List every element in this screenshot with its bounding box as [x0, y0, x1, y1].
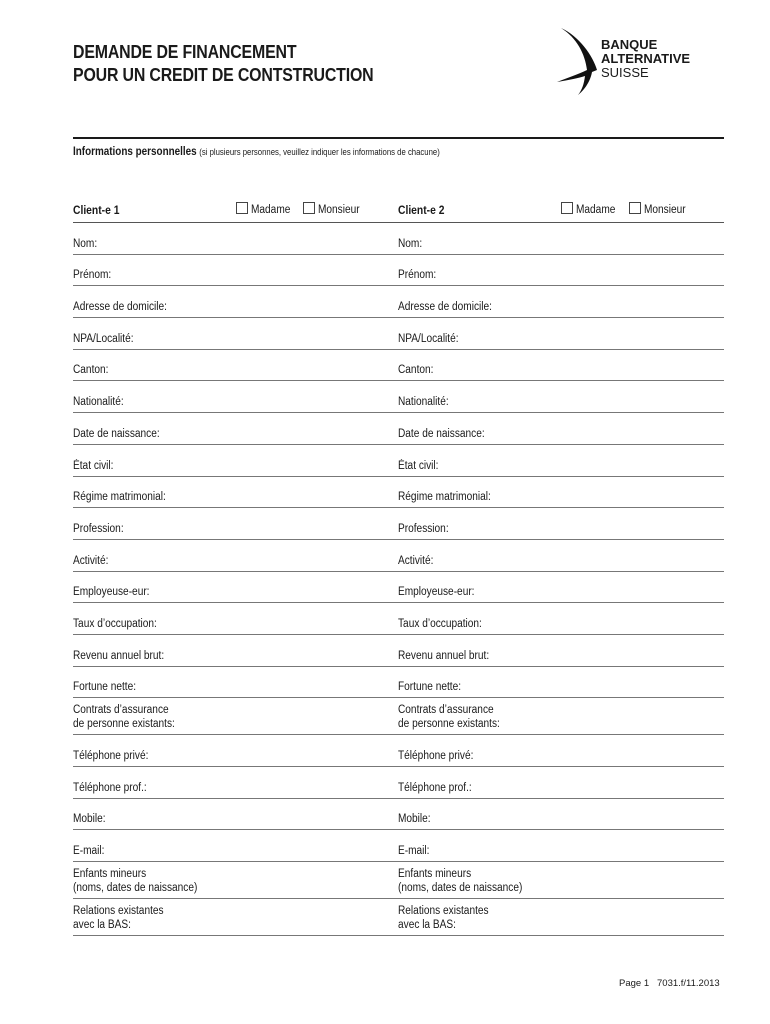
client-2-field-row[interactable] [398, 223, 724, 255]
logo-line-2: ALTERNATIVE [601, 51, 691, 66]
client-1-field-row[interactable] [73, 413, 399, 445]
client-2-field-row[interactable] [398, 381, 724, 413]
field-label: Canton: [73, 364, 109, 377]
client-2-field-row[interactable] [398, 318, 724, 350]
bank-logo [557, 26, 707, 96]
field-label: Date de naissance: [398, 427, 485, 440]
field-label: Activité: [73, 554, 109, 567]
bird-icon [557, 26, 601, 96]
field-label: Nationalité: [73, 396, 124, 409]
client-1-header [73, 196, 399, 223]
field-label: Date de naissance: [73, 427, 160, 440]
client-2-header [398, 196, 724, 223]
client-1-field-row[interactable] [73, 445, 399, 477]
client-2-field-row[interactable] [398, 830, 724, 862]
client-1-field-row[interactable] [73, 477, 399, 509]
client-1-field-row[interactable] [73, 350, 399, 382]
client-1-field-row[interactable] [73, 572, 399, 604]
field-label: Employeuse-eur: [398, 586, 475, 599]
field-label: Adresse de domicile: [73, 301, 167, 314]
client-2-field-row[interactable] [398, 286, 724, 318]
field-label: Contrats d’assurance de personne existants: [73, 704, 175, 731]
field-label: Canton: [398, 364, 434, 377]
client-1-field-row[interactable] [73, 318, 399, 350]
field-label: État civil: [73, 459, 114, 472]
field-label: Adresse de domicile: [398, 301, 492, 314]
client-1-madame-label: Madame [251, 204, 291, 216]
field-label: Relations existantes avec la BAS: [73, 905, 164, 932]
client-1-madame-option[interactable] [236, 202, 296, 216]
field-label: Enfants mineurs (noms, dates de naissance) [73, 868, 198, 895]
client-1-field-row[interactable] [73, 286, 399, 318]
client-2-field-row[interactable] [398, 445, 724, 477]
client-2-column [398, 196, 724, 936]
field-label: Mobile: [73, 813, 106, 826]
client-2-field-row[interactable] [398, 735, 724, 767]
client-1-field-row[interactable] [73, 508, 399, 540]
client-2-field-row[interactable] [398, 635, 724, 667]
field-label: Employeuse-eur: [73, 586, 150, 599]
client-1-field-row[interactable] [73, 381, 399, 413]
document-title [73, 40, 374, 86]
client-2-field-row[interactable] [398, 413, 724, 445]
field-label: Mobile: [398, 813, 431, 826]
client-1-field-row[interactable] [73, 767, 399, 799]
client-1-field-row[interactable] [73, 635, 399, 667]
client-1-madame-checkbox[interactable] [236, 202, 248, 214]
section-title: Informations personnelles [73, 146, 197, 158]
field-label: Enfants mineurs (noms, dates de naissance) [398, 868, 523, 895]
client-2-field-row[interactable] [398, 767, 724, 799]
field-label: Fortune nette: [73, 681, 137, 694]
client-2-field-row[interactable] [398, 799, 724, 831]
form-code: 7031.f/11.2013 [657, 978, 720, 989]
client-1-field-row[interactable] [73, 255, 399, 287]
field-label: Prénom: [73, 269, 112, 282]
client-2-field-row[interactable] [398, 477, 724, 509]
page-number: Page 1 [619, 978, 650, 989]
logo-line-1: BANQUE [601, 37, 658, 52]
field-label: État civil: [398, 459, 439, 472]
client-1-field-row[interactable] [73, 899, 399, 936]
client-1-monsieur-checkbox[interactable] [303, 202, 315, 214]
field-label: E-mail: [73, 845, 105, 858]
field-label: Régime matrimonial: [398, 491, 491, 504]
client-1-field-row[interactable] [73, 862, 399, 899]
field-label: Revenu annuel brut: [398, 649, 490, 662]
client-2-madame-option[interactable] [561, 202, 621, 216]
client-1-field-row[interactable] [73, 223, 399, 255]
field-label: Régime matrimonial: [73, 491, 166, 504]
client-2-monsieur-label: Monsieur [644, 204, 686, 216]
client-1-field-row[interactable] [73, 698, 399, 735]
client-1-column [73, 196, 399, 936]
section-note: (si plusieurs personnes, veuillez indiquer les informations de chacune) [199, 147, 440, 157]
client-1-title: Client-e 1 [73, 203, 120, 217]
client-1-field-row[interactable] [73, 735, 399, 767]
section-heading [73, 146, 440, 158]
client-2-field-row[interactable] [398, 667, 724, 699]
client-1-field-row[interactable] [73, 830, 399, 862]
client-2-field-row[interactable] [398, 698, 724, 735]
client-1-field-row[interactable] [73, 799, 399, 831]
field-label: Téléphone privé: [73, 750, 149, 762]
field-label: Téléphone prof.: [398, 781, 472, 794]
field-label: Taux d’occupation: [73, 617, 157, 630]
field-label: Nom: [398, 237, 423, 250]
client-1-field-row[interactable] [73, 667, 399, 699]
client-2-title: Client-e 2 [398, 203, 445, 217]
field-label: NPA/Localité: [73, 332, 134, 345]
field-label: Profession: [73, 522, 124, 535]
field-label: NPA/Localité: [398, 332, 459, 345]
client-2-monsieur-option[interactable] [629, 202, 691, 216]
client-1-field-row[interactable] [73, 603, 399, 635]
field-label: Téléphone privé: [398, 750, 474, 762]
client-1-monsieur-label: Monsieur [318, 204, 360, 216]
field-label: Profession: [398, 522, 449, 535]
client-2-field-row[interactable] [398, 540, 724, 572]
logo-wordmark [601, 38, 690, 80]
client-2-field-row[interactable] [398, 508, 724, 540]
section-divider [73, 137, 724, 139]
field-label: Nom: [73, 237, 98, 250]
client-1-field-row[interactable] [73, 540, 399, 572]
field-label: Activité: [398, 554, 434, 567]
client-2-field-row[interactable] [398, 572, 724, 604]
logo-line-3: SUISSE [601, 65, 649, 80]
client-2-madame-label: Madame [576, 204, 616, 216]
field-label: Téléphone prof.: [73, 781, 147, 794]
field-label: E-mail: [398, 845, 430, 858]
field-label: Taux d’occupation: [398, 617, 482, 630]
client-2-monsieur-checkbox[interactable] [629, 202, 641, 214]
client-2-field-row[interactable] [398, 350, 724, 382]
client-2-madame-checkbox[interactable] [561, 202, 573, 214]
field-label: Prénom: [398, 269, 437, 282]
client-1-monsieur-option[interactable] [303, 202, 365, 216]
client-2-field-row[interactable] [398, 862, 724, 899]
field-label: Contrats d’assurance de personne existants: [398, 704, 500, 731]
title-line-2: POUR UN CREDIT DE CONTSTRUCTION [73, 64, 374, 85]
field-label: Relations existantes avec la BAS: [398, 905, 489, 932]
title-line-1: DEMANDE DE FINANCEMENT [73, 41, 297, 62]
field-label: Fortune nette: [398, 681, 462, 694]
client-2-field-row[interactable] [398, 899, 724, 936]
field-label: Revenu annuel brut: [73, 649, 165, 662]
client-2-field-row[interactable] [398, 255, 724, 287]
client-2-field-row[interactable] [398, 603, 724, 635]
field-label: Nationalité: [398, 396, 449, 409]
